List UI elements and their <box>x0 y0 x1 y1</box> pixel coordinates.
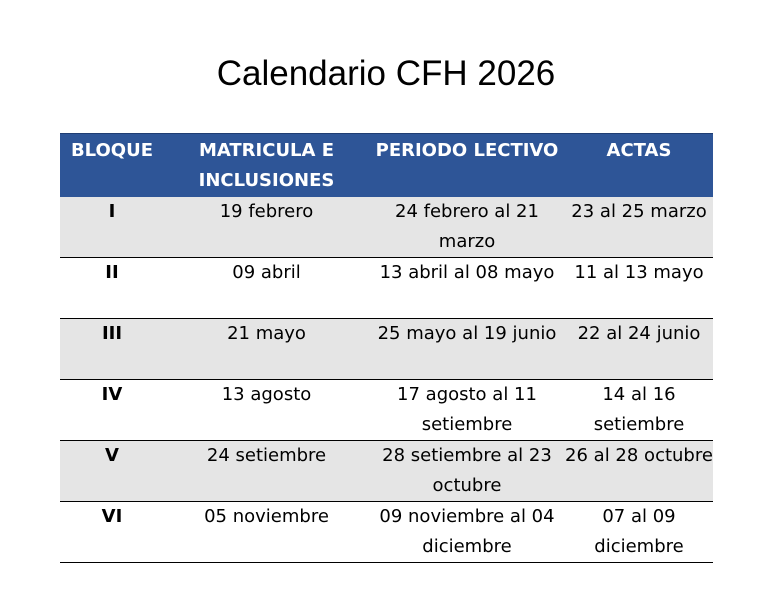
cell-bloque: I <box>60 197 164 258</box>
table-row <box>60 502 713 563</box>
cell-matricula: 13 agosto <box>164 380 369 441</box>
cell-actas: 26 al 28 octubre <box>565 441 713 502</box>
cell-periodo: 13 abril al 08 mayo <box>369 258 565 319</box>
table-row <box>60 441 713 502</box>
cell-matricula: 19 febrero <box>164 197 369 258</box>
cell-periodo: 24 febrero al 21 marzo <box>369 197 565 258</box>
cell-bloque: III <box>60 319 164 380</box>
cell-actas: 11 al 13 mayo <box>565 258 713 319</box>
cell-periodo: 25 mayo al 19 junio <box>369 319 565 380</box>
header-bloque: BLOQUE <box>60 134 164 198</box>
cell-bloque: V <box>60 441 164 502</box>
cell-periodo: 17 agosto al 11 setiembre <box>369 380 565 441</box>
cell-actas: 22 al 24 junio <box>565 319 713 380</box>
table-row <box>60 197 713 258</box>
cell-bloque: VI <box>60 502 164 563</box>
table-row <box>60 380 713 441</box>
cell-matricula: 24 setiembre <box>164 441 369 502</box>
cell-actas: 14 al 16 setiembre <box>565 380 713 441</box>
cell-periodo: 28 setiembre al 23 octubre <box>369 441 565 502</box>
calendar-table <box>60 133 713 563</box>
cell-actas: 23 al 25 marzo <box>565 197 713 258</box>
cell-bloque: II <box>60 258 164 319</box>
table-row <box>60 258 713 319</box>
header-actas: ACTAS <box>565 134 713 198</box>
header-periodo: PERIODO LECTIVO <box>369 134 565 198</box>
cell-periodo: 09 noviembre al 04 diciembre <box>369 502 565 563</box>
cell-bloque: IV <box>60 380 164 441</box>
header-matricula: MATRICULA E INCLUSIONES <box>164 134 369 198</box>
table-header-row <box>60 134 713 198</box>
page-title: Calendario CFH 2026 <box>216 54 556 93</box>
table-row <box>60 319 713 380</box>
cell-matricula: 09 abril <box>164 258 369 319</box>
cell-matricula: 21 mayo <box>164 319 369 380</box>
cell-matricula: 05 noviembre <box>164 502 369 563</box>
cell-actas: 07 al 09 diciembre <box>565 502 713 563</box>
